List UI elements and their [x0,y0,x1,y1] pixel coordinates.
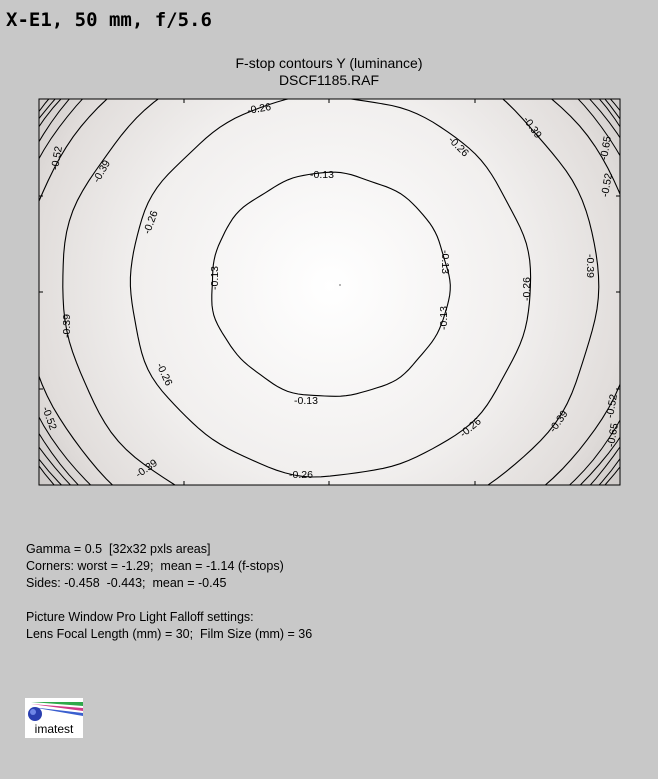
contour-label: -0.52 [48,145,65,172]
svg-text:imatest: imatest [34,722,74,736]
contour-label: -0.39 [547,408,571,435]
contour-label: -0.26 [289,469,313,481]
center-marker [339,284,340,285]
imatest-logo [25,698,83,738]
page-title: X-E1, 50 mm, f/5.6 [6,9,212,31]
contour-label: -0.39 [90,158,114,185]
contour-label: -0.13 [209,266,221,290]
contour-label: -0.52 [598,172,615,199]
contour-label: -0.65 [597,135,614,162]
contour-label: -0.26 [521,277,533,301]
contour-label: -0.52 [603,393,620,420]
contour-label: -0.39 [61,314,73,338]
stats-gamma: Gamma = 0.5 [32x32 pxls areas] [26,542,211,556]
contour-label: -0.13 [438,306,450,330]
contour-label: -0.26 [153,361,175,388]
contour-label: -0.13 [310,169,334,181]
contour-label: -0.39 [133,457,160,481]
contour-label: -0.13 [294,395,318,407]
contour-label: -0.26 [457,415,484,441]
contour-label: -0.26 [141,209,161,236]
chart-subtitle: DSCF1185.RAF [278,72,380,88]
contour-label: -0.26 [246,100,273,117]
chart-title: F-stop contours Y (luminance) [235,55,423,71]
contour-label: -0.26 [445,134,471,160]
contour-label: -0.65 [604,422,621,449]
contour-label: -0.39 [520,114,544,141]
stats-pwp-heading: Picture Window Pro Light Falloff settings: [26,610,254,624]
stats-pwp-settings: Lens Focal Length (mm) = 30; Film Size (mm) = 36 [26,627,313,641]
stats-sides: Sides: -0.458 -0.443; mean = -0.45 [26,576,227,590]
contour-label: -0.39 [584,254,596,278]
stats-corners: Corners: worst = -1.29; mean = -1.14 (f-stops) [26,559,284,573]
contour-label: -0.13 [439,250,451,274]
contour-label: -0.52 [39,405,59,432]
